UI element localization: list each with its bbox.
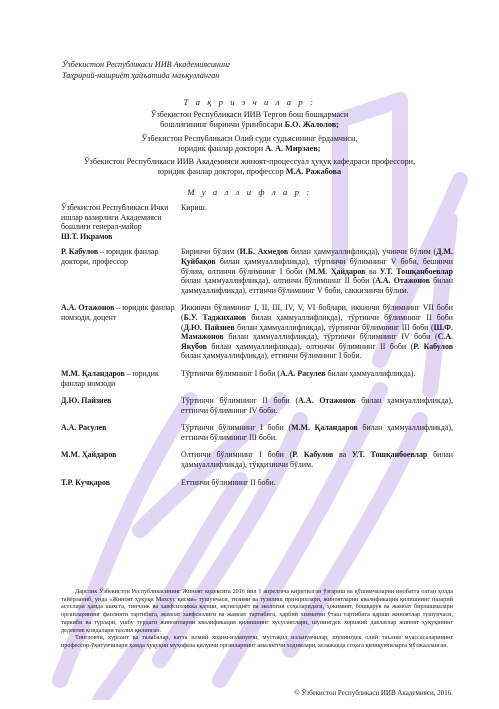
- author-contribution: [181, 247, 453, 303]
- reviewer-line-3: [0, 134, 499, 144]
- author-name: А.А. Расулев: [61, 423, 107, 433]
- author-contribution: [181, 369, 453, 396]
- contribution-text: билан ҳаммуаллифликда), тўққизинчи бўлим.: [181, 450, 453, 470]
- coauthor-name: И.Б. Ахмедов: [239, 247, 289, 257]
- author-name-cell: [61, 450, 181, 477]
- contribution-text: билан ҳаммуаллифликда), тўртинчи бўлимнинг IV боби (: [223, 332, 438, 342]
- reviewer-text: Ўзбекистон Республикаси ИИВ Академияси жиноят-процессуал ҳуқуқ кафедраси профессори,: [83, 157, 416, 166]
- contribution-text: билан ҳаммуаллифликда), еттинчи бўлимнинг V боби, саккизинчи бўлим.: [181, 276, 454, 295]
- reviewer-text: юридик фанлар доктори, профессор: [157, 167, 286, 176]
- contribution-text: ва: [333, 450, 352, 460]
- author-name: А.А. Отажонов: [61, 303, 115, 313]
- contribution-text: билан ҳаммуаллифликда), еттинчи бўлимнинг IV боби.: [181, 396, 453, 415]
- reviewer-name: А. А. Мирзаев;: [265, 144, 321, 153]
- reviewer-name: Б.О. Жалолов;: [284, 120, 339, 129]
- contribution-text: Тўртинчи бўлимнинг I боби (: [181, 423, 292, 433]
- reviewer-text: Ўзбекистон Республикаси ИИВ Тергов бош бошқармаси: [150, 110, 349, 119]
- coauthor-name: Р. Кабулов: [413, 341, 453, 351]
- author-name: М.М. Қаландаров: [61, 368, 125, 378]
- author-row: [61, 203, 453, 247]
- author-row: [61, 450, 453, 477]
- author-title: – юридик фанлар номзоди: [61, 368, 159, 388]
- contribution-text: билан ҳаммуаллифликда), тўртинчи бўлимнинг III боби (: [234, 322, 434, 332]
- coauthor-name: М.М. Ҳайдаров: [308, 266, 366, 276]
- contribution-text: ва: [365, 266, 380, 276]
- reviewer-line-6: [0, 167, 499, 177]
- author-row: [61, 478, 453, 488]
- contribution-text: билан ҳаммуаллифликда), учинчи бўлим (: [288, 247, 437, 257]
- author-title: Ўзбекистон Республикаси Ички ишлар вазирлиги Академияси бошлиғи генерал-майор: [61, 203, 169, 232]
- coauthor-name: М.М. Қаландаров: [291, 423, 358, 433]
- coauthor-name: Ш.Ф. Мамажонов: [181, 322, 453, 342]
- approval-line-2: Таҳририй-нашриёт ҳайъатида маъқулланган: [62, 70, 220, 80]
- coauthor-name: Р. Кабулов: [292, 450, 334, 460]
- annotation-paragraph-2: Тингловчи, курсант ва талабалар, катта илмий ходим-изланувчи, мустақил изланувчилар, шунингдек олий таълим муассасаларининг профессор-ўқитувчилари ҳамда ҳуқуқни муҳофаза қилувчи органларнинг амалиётчи ходимлари, келажакда соҳага қизиқувчиларга мўлжалланган.: [61, 634, 453, 649]
- coauthor-name: У.Т. Тошқанбоевлар: [351, 450, 428, 460]
- author-name-cell: [61, 396, 181, 423]
- author-contribution: [181, 203, 453, 247]
- annotation: [61, 588, 453, 650]
- reviewer-text: юридик фанлар доктори: [178, 144, 266, 153]
- contribution-text: билан ҳаммуаллифликда), еттинчи бўлимнинг I боби.: [181, 351, 362, 361]
- coauthor-name: У.Т. Тошқанбоевлар: [379, 266, 453, 276]
- contribution-text: Иккинчи бўлимнинг I, II, III, IV, V, VI боблари, иккинчи бўлимнинг VII боби (: [181, 303, 453, 322]
- author-name: Р. Кабулов: [61, 247, 99, 257]
- contribution-text: билан ҳаммуаллифликда), еттинчи бўлимнинг III боби.: [181, 423, 453, 442]
- coauthor-name: С.А. Якубов: [181, 332, 453, 351]
- coauthor-name: А.А. Отажонов: [375, 276, 430, 286]
- author-row: [61, 303, 453, 369]
- contribution-text: билан ҳаммуаллифликда).: [325, 368, 416, 378]
- author-contribution: [181, 450, 453, 477]
- author-row: [61, 423, 453, 450]
- author-title: – юридик фанлар доктори, профессор: [61, 247, 159, 266]
- author-name-cell: [61, 303, 181, 369]
- author-name: Д.Ю. Пайзиев: [61, 396, 112, 406]
- author-row: [61, 369, 453, 396]
- contribution-text: Олтинчи бўлимнинг I боби (: [181, 450, 293, 460]
- author-name-cell: [61, 203, 181, 247]
- coauthor-name: Д.М. Қуйбақов: [181, 247, 453, 266]
- author-name: Ш.Т. Икрамов: [61, 231, 113, 241]
- contribution-text: Еттинчи бўлимнинг II боби.: [181, 477, 276, 487]
- contribution-text: Тўртинчи бўлимнинг II боби (: [181, 396, 299, 406]
- author-contribution: [181, 396, 453, 423]
- author-contribution: [181, 303, 453, 369]
- reviewer-line-5: [0, 157, 499, 167]
- author-name-cell: [61, 247, 181, 303]
- annotation-paragraph-1: Дарслик Ўзбекистон Республикасининг Жиноят кодексига 2016 йил 1 апрелгача киритилган ўзгариш ва қўшимчаларни инобатга олган ҳолда тайёрланиб, унда «Жиноят ҳуқуқи Махсус қисми» тушунчаси, тизими ва тузилиш принциплари, жиноятларни квалификация қилишнинг назарий асослари ҳамда шахсга, тинчлик ва хавфсизликка қарши, иқтисодиёт ва экология соҳаларидаги, ҳокимият, бошқарув ва жамоат бирлашмалари органларининг фаолияти тартибига, жамоат хавфсизлиги ва жамоат тартибига, ҳарбий хизматни ўташ тартибига қарши жиноятлар тушунчаси, таркиби ва турлари, ушбу турдаги жиноятларни квалификация қилишнинг хусусиятлари, шунингдек хорижий давлатлар жиноят ҳуқуқининг дедектив қоидалари тахлил қилинган.: [61, 588, 453, 634]
- reviewer-text: Ўзбекистон Республикаси Олий суди судьясининг ёрдамчиси,: [141, 134, 358, 143]
- contribution-text: билан ҳаммуаллифликда), тўртинчи бўлимнинг II боби (: [181, 312, 453, 332]
- reviewers-title: Т а қ р и з ч и л а р :: [183, 97, 316, 107]
- author-name-cell: [61, 423, 181, 450]
- reviewer-text: бошлиғининг биринчи ўринбосари: [160, 120, 285, 129]
- reviewer-line-1: [0, 110, 499, 120]
- coauthor-name: А.А. Отажонов: [298, 396, 356, 406]
- authors-title: М у а л л и ф л а р :: [187, 187, 312, 197]
- contribution-text: Кириш.: [181, 203, 207, 212]
- contribution-text: билан ҳаммуаллифликда), олтинчи бўлимнинг II боби (: [181, 276, 376, 286]
- contribution-text: Тўртинчи бўлимнинг I боби (: [181, 368, 281, 378]
- coauthor-name: А.А. Расулев: [280, 368, 326, 378]
- reviewer-name: М.А. Ражабова: [285, 167, 342, 176]
- contribution-text: билан ҳаммуаллифликда), олтинчи бўлимнинг II боби (: [206, 341, 414, 351]
- author-row: [61, 247, 453, 303]
- author-contribution: [181, 423, 453, 450]
- copyright: © Ўзбекистон Республикаси ИИВ Академияси, 2016.: [294, 689, 453, 697]
- contribution-text: билан ҳаммуаллифликда), тўртинчи бўлимнинг V боби, бешинчи бўлим, олтинчи бўлимнинг I боби (: [181, 256, 453, 276]
- approval-note: [62, 60, 230, 81]
- authors-table: [61, 203, 453, 487]
- coauthor-name: Д.Ю. Пайзиев: [183, 322, 235, 332]
- author-name: М.М. Ҳайдаров: [61, 450, 117, 460]
- approval-line-1: Ўзбекистон Республикаси ИИВ Академиясининг: [62, 60, 231, 69]
- contribution-text: Биринчи бўлим (: [181, 247, 240, 257]
- author-name: Т.Р. Кучқаров: [61, 477, 111, 487]
- author-name-cell: [61, 369, 181, 396]
- reviewer-line-2: [0, 120, 499, 130]
- coauthor-name: Б.У. Таджиханов: [183, 312, 247, 322]
- author-title: – юридик фанлар номзоди, доцент: [61, 303, 175, 322]
- reviewer-line-4: [0, 144, 499, 154]
- author-contribution: [181, 478, 453, 488]
- author-name-cell: [61, 478, 181, 488]
- author-row: [61, 396, 453, 423]
